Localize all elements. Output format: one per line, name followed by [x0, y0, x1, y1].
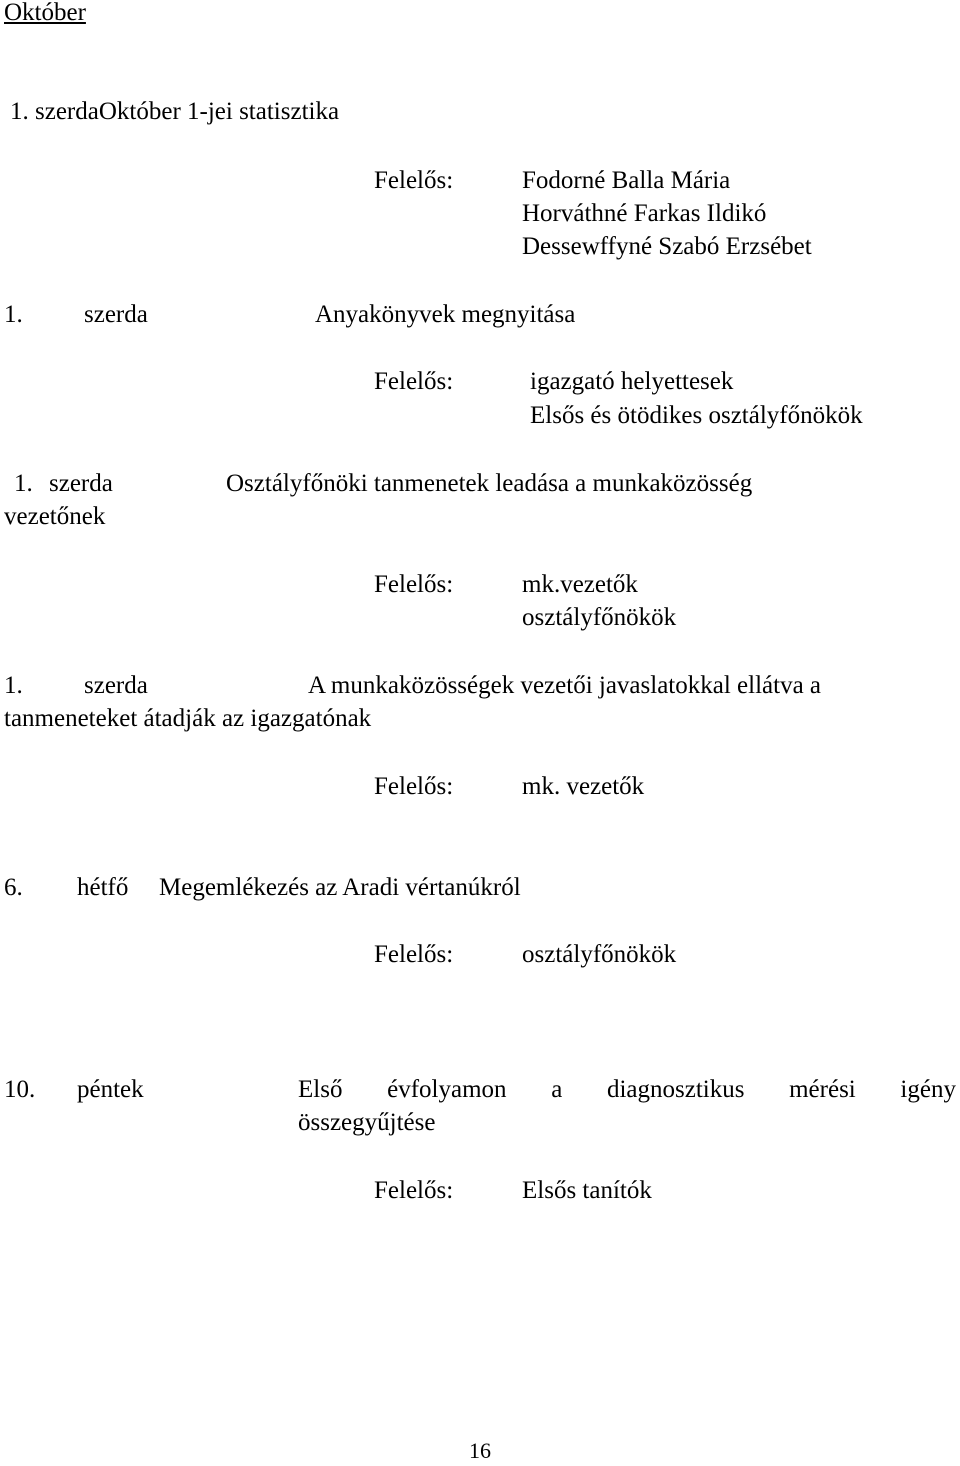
entry-6-event-word: a — [551, 1076, 563, 1103]
entry-3-event-cont: vezetőnek — [4, 503, 106, 530]
entry-6-event-word: Első — [298, 1076, 343, 1103]
entry-2-event: Anyakönyvek megnyitása — [315, 301, 576, 328]
page-number: 16 — [469, 1438, 491, 1463]
entry-4-event-cont: tanmeneteket átadják az igazgatónak — [4, 705, 372, 732]
entry-3-event: Osztályfőnöki tanmenetek leadása a munkaközösség — [226, 470, 753, 497]
entry-6-event-word: évfolyamon — [387, 1076, 507, 1103]
entry-5-responsible-label: Felelős: — [374, 941, 454, 968]
entry-6-responsible-label: Felelős: — [374, 1177, 454, 1204]
entry-1-responsible-3: Dessewffyné Szabó Erzsébet — [522, 233, 812, 260]
entry-3-num: 1. — [14, 470, 33, 497]
entry-2-responsible-2: Elsős és ötödikes osztályfőnökök — [530, 402, 863, 429]
entry-4-responsible-1: mk. vezetők — [522, 773, 645, 800]
entry-6-day: péntek — [77, 1076, 144, 1103]
entry-5-num: 6. — [4, 874, 23, 901]
entry-4-responsible-label: Felelős: — [374, 773, 454, 800]
entry-1-responsible-2: Horváthné Farkas Ildikó — [522, 200, 767, 227]
entry-6-event-word: diagnosztikus — [606, 1076, 745, 1103]
entry-6-event-cont: összegyűjtése — [298, 1109, 436, 1136]
entry-3-day: szerda — [49, 470, 113, 497]
entry-2-day: szerda — [84, 301, 148, 328]
entry-5-event: Megemlékezés az Aradi vértanúkról — [159, 874, 521, 901]
entry-1-responsible-label: Felelős: — [374, 167, 454, 194]
entry-4-event: A munkaközösségek vezetői javaslatokkal ellátva a — [308, 672, 822, 699]
entry-6-event-word: mérési — [789, 1076, 856, 1103]
entry-4-day: szerda — [84, 672, 148, 699]
entry-5-responsible-1: osztályfőnökök — [522, 941, 677, 968]
entry-1-line: 1. szerdaOktóber 1-jei statisztika — [10, 98, 340, 125]
entry-6-event-word: igény — [900, 1076, 956, 1103]
entry-1-responsible-1: Fodorné Balla Mária — [522, 167, 731, 194]
entry-2-responsible-label: Felelős: — [374, 368, 454, 395]
page-title: Október — [4, 0, 86, 26]
entry-6-responsible-1: Elsős tanítók — [522, 1177, 652, 1204]
entry-4-num: 1. — [4, 672, 23, 699]
entry-5-day: hétfő — [77, 874, 129, 901]
entry-2-num: 1. — [4, 301, 23, 328]
entry-3-responsible-label: Felelős: — [374, 571, 454, 598]
entry-3-responsible-2: osztályfőnökök — [522, 604, 677, 631]
entry-6-num: 10. — [4, 1076, 36, 1103]
entry-6-event — [298, 1075, 956, 1105]
entry-2-responsible-1: igazgató helyettesek — [530, 368, 734, 395]
entry-3-responsible-1: mk.vezetők — [522, 571, 638, 598]
